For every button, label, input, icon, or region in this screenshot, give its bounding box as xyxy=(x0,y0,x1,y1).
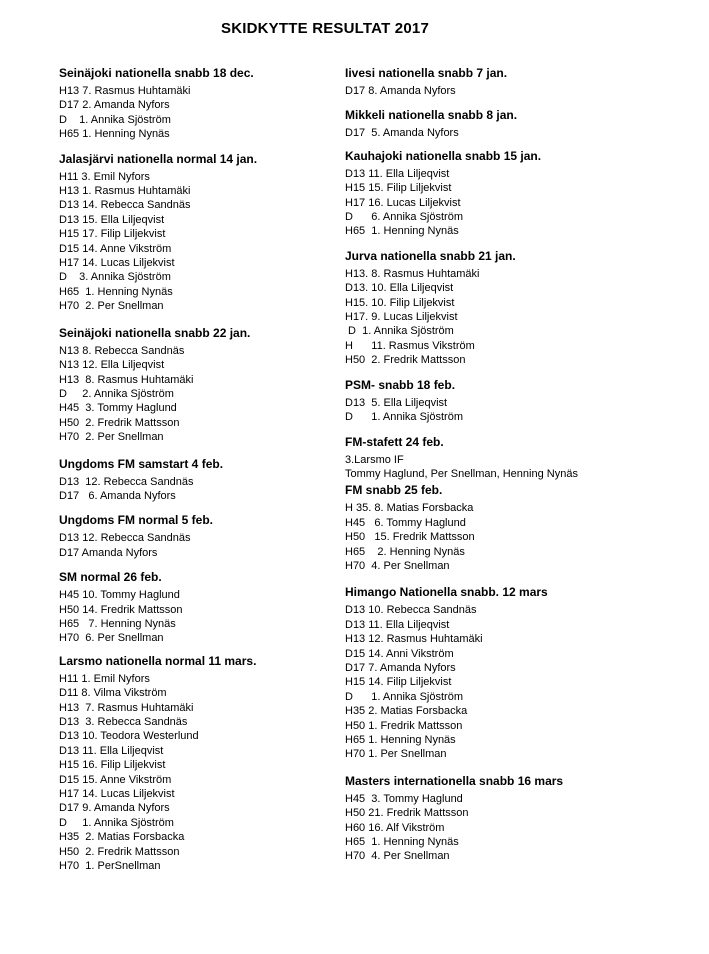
result-line: H15 17. Filip Liljekvist xyxy=(59,228,166,241)
result-line: D15 14. Anne Vikström xyxy=(59,242,172,255)
result-line: D17 6. Amanda Nyfors xyxy=(59,489,176,502)
result-line: H13 12. Rasmus Huhtamäki xyxy=(345,633,483,646)
competition-heading: Iivesi nationella snabb 7 jan. xyxy=(345,66,508,80)
result-line: H45 6. Tommy Haglund xyxy=(345,516,466,529)
result-line: D 1. Annika Sjöström xyxy=(59,816,174,829)
result-line: H45 10. Tommy Haglund xyxy=(59,589,180,602)
competition-section xyxy=(57,654,327,874)
result-line: D13 12. Rebecca Sandnäs xyxy=(59,532,191,545)
result-line: D13 11. Ella Liljeqvist xyxy=(345,167,450,180)
result-line: H13 7. Rasmus Huhtamäki xyxy=(59,701,194,714)
result-line: H65 1. Henning Nynäs xyxy=(345,734,456,746)
result-line: D 2. Annika Sjöström xyxy=(59,387,174,400)
result-line: H50 2. Fredrik Mattsson xyxy=(59,416,180,429)
competition-section xyxy=(343,378,673,425)
result-line: D13. 10. Ella Liljeqvist xyxy=(345,282,454,295)
result-line: D15 15. Anne Vikström xyxy=(59,773,172,786)
result-line: D 1. Annika Sjöström xyxy=(345,325,454,338)
result-line: D 6. Annika Sjöström xyxy=(345,211,463,224)
result-line: H17 14. Lucas Liljekvist xyxy=(59,788,175,801)
competition-heading: Seinäjoki nationella snabb 18 dec. xyxy=(59,66,254,80)
result-line: H13 8. Rasmus Huhtamäki xyxy=(59,373,194,386)
result-line: H50 2. Fredrik Mattsson xyxy=(345,354,466,367)
page-title: SKIDKYTTE RESULTAT 2017 xyxy=(221,20,429,37)
result-line: H13 7. Rasmus Huhtamäki xyxy=(59,85,191,97)
result-line: H 11. Rasmus Vikström xyxy=(345,339,475,352)
result-line: D17 9. Amanda Nyfors xyxy=(59,802,170,815)
result-line: D 1. Annika Sjöström xyxy=(345,411,463,424)
result-line: D13 5. Ella Liljeqvist xyxy=(345,396,448,409)
result-line: H70 4. Per Snellman xyxy=(345,850,450,863)
result-line: H15 14. Filip Liljekvist xyxy=(345,676,452,689)
result-line: H65 1. Henning Nynäs xyxy=(345,836,459,849)
competition-section xyxy=(343,149,673,239)
competition-heading: Masters internationella snabb 16 mars xyxy=(345,773,564,788)
result-line: H11 3. Emil Nyfors xyxy=(59,170,150,183)
result-line: H50 2. Fredrik Mattsson xyxy=(59,845,180,858)
result-line: H65 7. Henning Nynäs xyxy=(59,617,176,630)
result-line: H70 6. Per Snellman xyxy=(59,632,164,645)
result-line: D11 8. Vilma Vikström xyxy=(59,687,167,700)
result-line: N13 8. Rebecca Sandnäs xyxy=(59,344,185,357)
result-line: H50 1. Fredrik Mattsson xyxy=(345,719,463,732)
result-line: D13 12. Rebecca Sandnäs xyxy=(59,475,194,488)
result-line: H13. 8. Rasmus Huhtamäki xyxy=(345,267,480,280)
result-line: H15 15. Filip Liljekvist xyxy=(345,182,452,195)
result-line: H65 1. Henning Nynäs xyxy=(345,225,459,238)
result-line: D17 Amanda Nyfors xyxy=(59,546,158,559)
result-line: D15 14. Anni Vikström xyxy=(345,647,454,660)
result-line: H35 2. Matias Forsbacka xyxy=(59,831,185,844)
result-line: H60 16. Alf Vikström xyxy=(345,821,445,834)
result-line: N13 12. Ella Liljeqvist xyxy=(59,359,165,372)
result-line: D13 10. Rebecca Sandnäs xyxy=(345,604,477,617)
result-line: H15. 10. Filip Liljekvist xyxy=(345,296,455,309)
competition-section xyxy=(57,457,327,504)
result-line: H17 16. Lucas Liljekvist xyxy=(345,196,461,209)
competition-section xyxy=(57,513,327,560)
competition-heading: Jurva nationella snabb 21 jan. xyxy=(345,248,516,263)
competition-heading: Mikkeli nationella snabb 8 jan. xyxy=(345,108,518,123)
competition-heading: PSM- snabb 18 feb. xyxy=(345,377,456,392)
result-line: D17 5. Amanda Nyfors xyxy=(345,127,459,140)
result-line: H70 1. PerSnellman xyxy=(59,860,161,873)
result-line: H45 3. Tommy Haglund xyxy=(345,792,463,805)
competition-heading: Larsmo nationella normal 11 mars. xyxy=(59,653,257,668)
competition-section xyxy=(343,585,673,761)
result-line: D17 7. Amanda Nyfors xyxy=(345,661,456,674)
result-line: H50 21. Fredrik Mattsson xyxy=(345,807,469,820)
result-line: D13 10. Teodora Westerlund xyxy=(59,730,199,743)
results-column-left xyxy=(57,66,327,873)
result-line: H65 1. Henning Nynäs xyxy=(59,285,173,298)
competition-heading: Kauhajoki nationella snabb 15 jan. xyxy=(345,148,542,163)
result-line: H 35. 8. Matias Forsbacka xyxy=(345,502,474,515)
competition-section xyxy=(343,108,673,140)
result-line: H35 2. Matias Forsbacka xyxy=(345,705,468,718)
result-line: D13 15. Ella Liljeqvist xyxy=(59,213,165,226)
result-line: H15 16. Filip Liljekvist xyxy=(59,759,166,772)
result-line: Tommy Haglund, Per Snellman, Henning Nynäs xyxy=(345,467,578,480)
competition-heading: Himango Nationella snabb. 12 mars xyxy=(345,585,548,600)
result-line: H45 3. Tommy Haglund xyxy=(59,402,177,415)
competition-heading: Ungdoms FM normal 5 feb. xyxy=(59,513,214,528)
result-line: D 3. Annika Sjöström xyxy=(59,271,171,284)
result-line: H11 1. Emil Nyfors xyxy=(59,672,150,685)
result-line: H13 1. Rasmus Huhtamäki xyxy=(59,185,191,198)
competition-heading: FM-stafett 24 feb. xyxy=(345,434,444,449)
competition-heading: Seinäjoki nationella snabb 22 jan. xyxy=(59,325,251,340)
result-line: 3.Larsmo IF xyxy=(345,453,404,466)
competition-heading: Ungdoms FM samstart 4 feb. xyxy=(59,456,224,471)
result-line: H65 2. Henning Nynäs xyxy=(345,545,465,558)
competition-heading: Jalasjärvi nationella normal 14 jan. xyxy=(59,151,258,166)
competition-heading: FM snabb 25 feb. xyxy=(345,483,443,498)
result-line: H50 15. Fredrik Mattsson xyxy=(345,531,475,544)
result-line: H70 1. Per Snellman xyxy=(345,748,447,761)
result-line: D13 11. Ella Liljeqvist xyxy=(59,744,164,757)
result-line: H70 2. Per Snellman xyxy=(59,300,164,313)
result-line: H70 2. Per Snellman xyxy=(59,431,164,444)
competition-section xyxy=(57,152,327,314)
result-line: H50 14. Fredrik Mattsson xyxy=(59,603,183,616)
competition-section xyxy=(57,66,327,142)
competition-section xyxy=(343,249,673,368)
result-line: D 1. Annika Sjöström xyxy=(59,113,171,126)
result-line: D13 11. Ella Liljeqvist xyxy=(345,618,450,631)
competition-section xyxy=(343,66,673,98)
result-line: D 1. Annika Sjöström xyxy=(345,690,463,703)
result-line: D17 2. Amanda Nyfors xyxy=(59,99,170,112)
competition-heading: SM normal 26 feb. xyxy=(59,570,162,585)
competition-section xyxy=(343,435,673,482)
result-line: H17 14. Lucas Liljekvist xyxy=(59,257,175,270)
result-line: D13 3. Rebecca Sandnäs xyxy=(59,716,188,728)
competition-section xyxy=(57,326,327,445)
result-line: H70 4. Per Snellman xyxy=(345,559,450,572)
competition-section xyxy=(343,774,673,864)
result-line: H17. 9. Lucas Liljekvist xyxy=(345,311,458,324)
competition-section xyxy=(57,570,327,646)
results-column-right xyxy=(343,66,673,864)
result-line: D13 14. Rebecca Sandnäs xyxy=(59,199,191,212)
result-line: D17 8. Amanda Nyfors xyxy=(345,85,456,97)
competition-section xyxy=(343,483,673,573)
result-line: H65 1. Henning Nynäs xyxy=(59,128,170,141)
